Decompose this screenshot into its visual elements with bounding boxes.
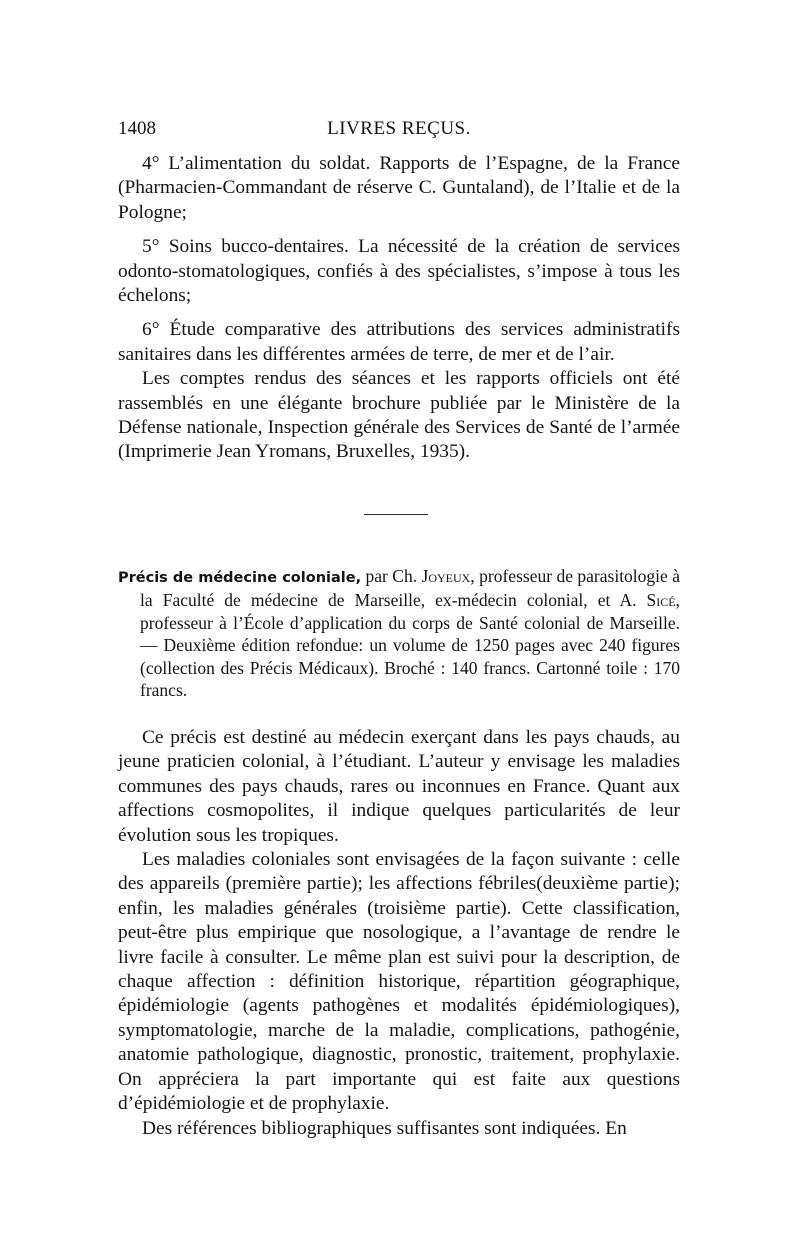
numbered-list (118, 152, 680, 465)
list-item: 6° Étude comparative des attributions des services administratifs sanitaires dans les différentes armées de terre, de mer et de l’air. (118, 319, 680, 365)
review-body (118, 726, 680, 1141)
page-number: 1408 (118, 118, 156, 139)
running-header (118, 118, 680, 144)
closing-paragraph: Les comptes rendus des séances et les rapports officiels ont été rassemblés en une élégante brochure publiée par le Ministère de la Défense nationale, Inspection générale des Services de Santé de l’armée (Imprimerie Jean Yromans, Bruxelles, 1935). (118, 368, 680, 463)
book-citation (118, 565, 680, 701)
body-paragraph: Les maladies coloniales sont envisagées de la façon suivante : celle des appareils (première partie); les affections fébriles(deuxième partie); enfin, les maladies générales (troisième partie). Cette classification, peut-être plus empirique que nosologique, a l’avantage de rendre le livre facile à consulter. Le même plan est suivi pour la description, de chaque affection : définition historique, répartition géographique, épidémiologie (agents pathogènes et modalités épidémiologiques), symptomatologie, marche de la maladie, complications, pathogénie, anatomie pathologique, diagnostic, pronostic, traitement, prophylaxie. On appréciera la part importante qui est faite aux questions d’épidémiologie et de prophylaxie. (118, 849, 680, 1115)
body-paragraph: Ce précis est destiné au médecin exerçant dans les pays chauds, au jeune praticien colonial, à l’étudiant. L’auteur y envisage les maladies communes des pays chauds, rares ou inconnues en France. Quant aux affections cosmopolites, il indique quelques particularités de leur évolution sous les tropiques. (118, 727, 680, 846)
section-divider (364, 514, 428, 515)
book-title: Précis de médecine coloniale, (118, 570, 362, 586)
running-title: LIVRES REÇUS. (327, 118, 471, 139)
list-item: 4° L’alimentation du soldat. Rapports de l’Espagne, de la France (Pharmacien-Commandant de réserve C. Guntaland), de l’Italie et de la Pologne; (118, 153, 680, 223)
author-name: Sicé (646, 590, 676, 611)
book-review-entry (118, 565, 680, 701)
document-page (118, 0, 680, 1245)
body-paragraph: Des références bibliographiques suffisantes sont indiquées. En (142, 1117, 627, 1139)
author-name: Joyeux (421, 566, 471, 586)
author-description: , professeur de parasitologie à la Faculté de médecine de Marseille, ex-médecin colonial, et A. (140, 566, 680, 611)
list-item: 5° Soins bucco-dentaires. La nécessité de la création de services odonto-stomatologiques, confiés à des spécialistes, s’impose à tous les échelons; (118, 236, 680, 307)
citation-by: par Ch. (361, 566, 422, 586)
book-details: , professeur à l’École d’application du corps de Santé colonial de Marseille. — Deuxième édition refondue: un volume de 1250 pages avec 240 figures (collection des Précis Médicaux). Broché : 140 francs. Cartonné toile : 170 francs. (140, 590, 680, 701)
